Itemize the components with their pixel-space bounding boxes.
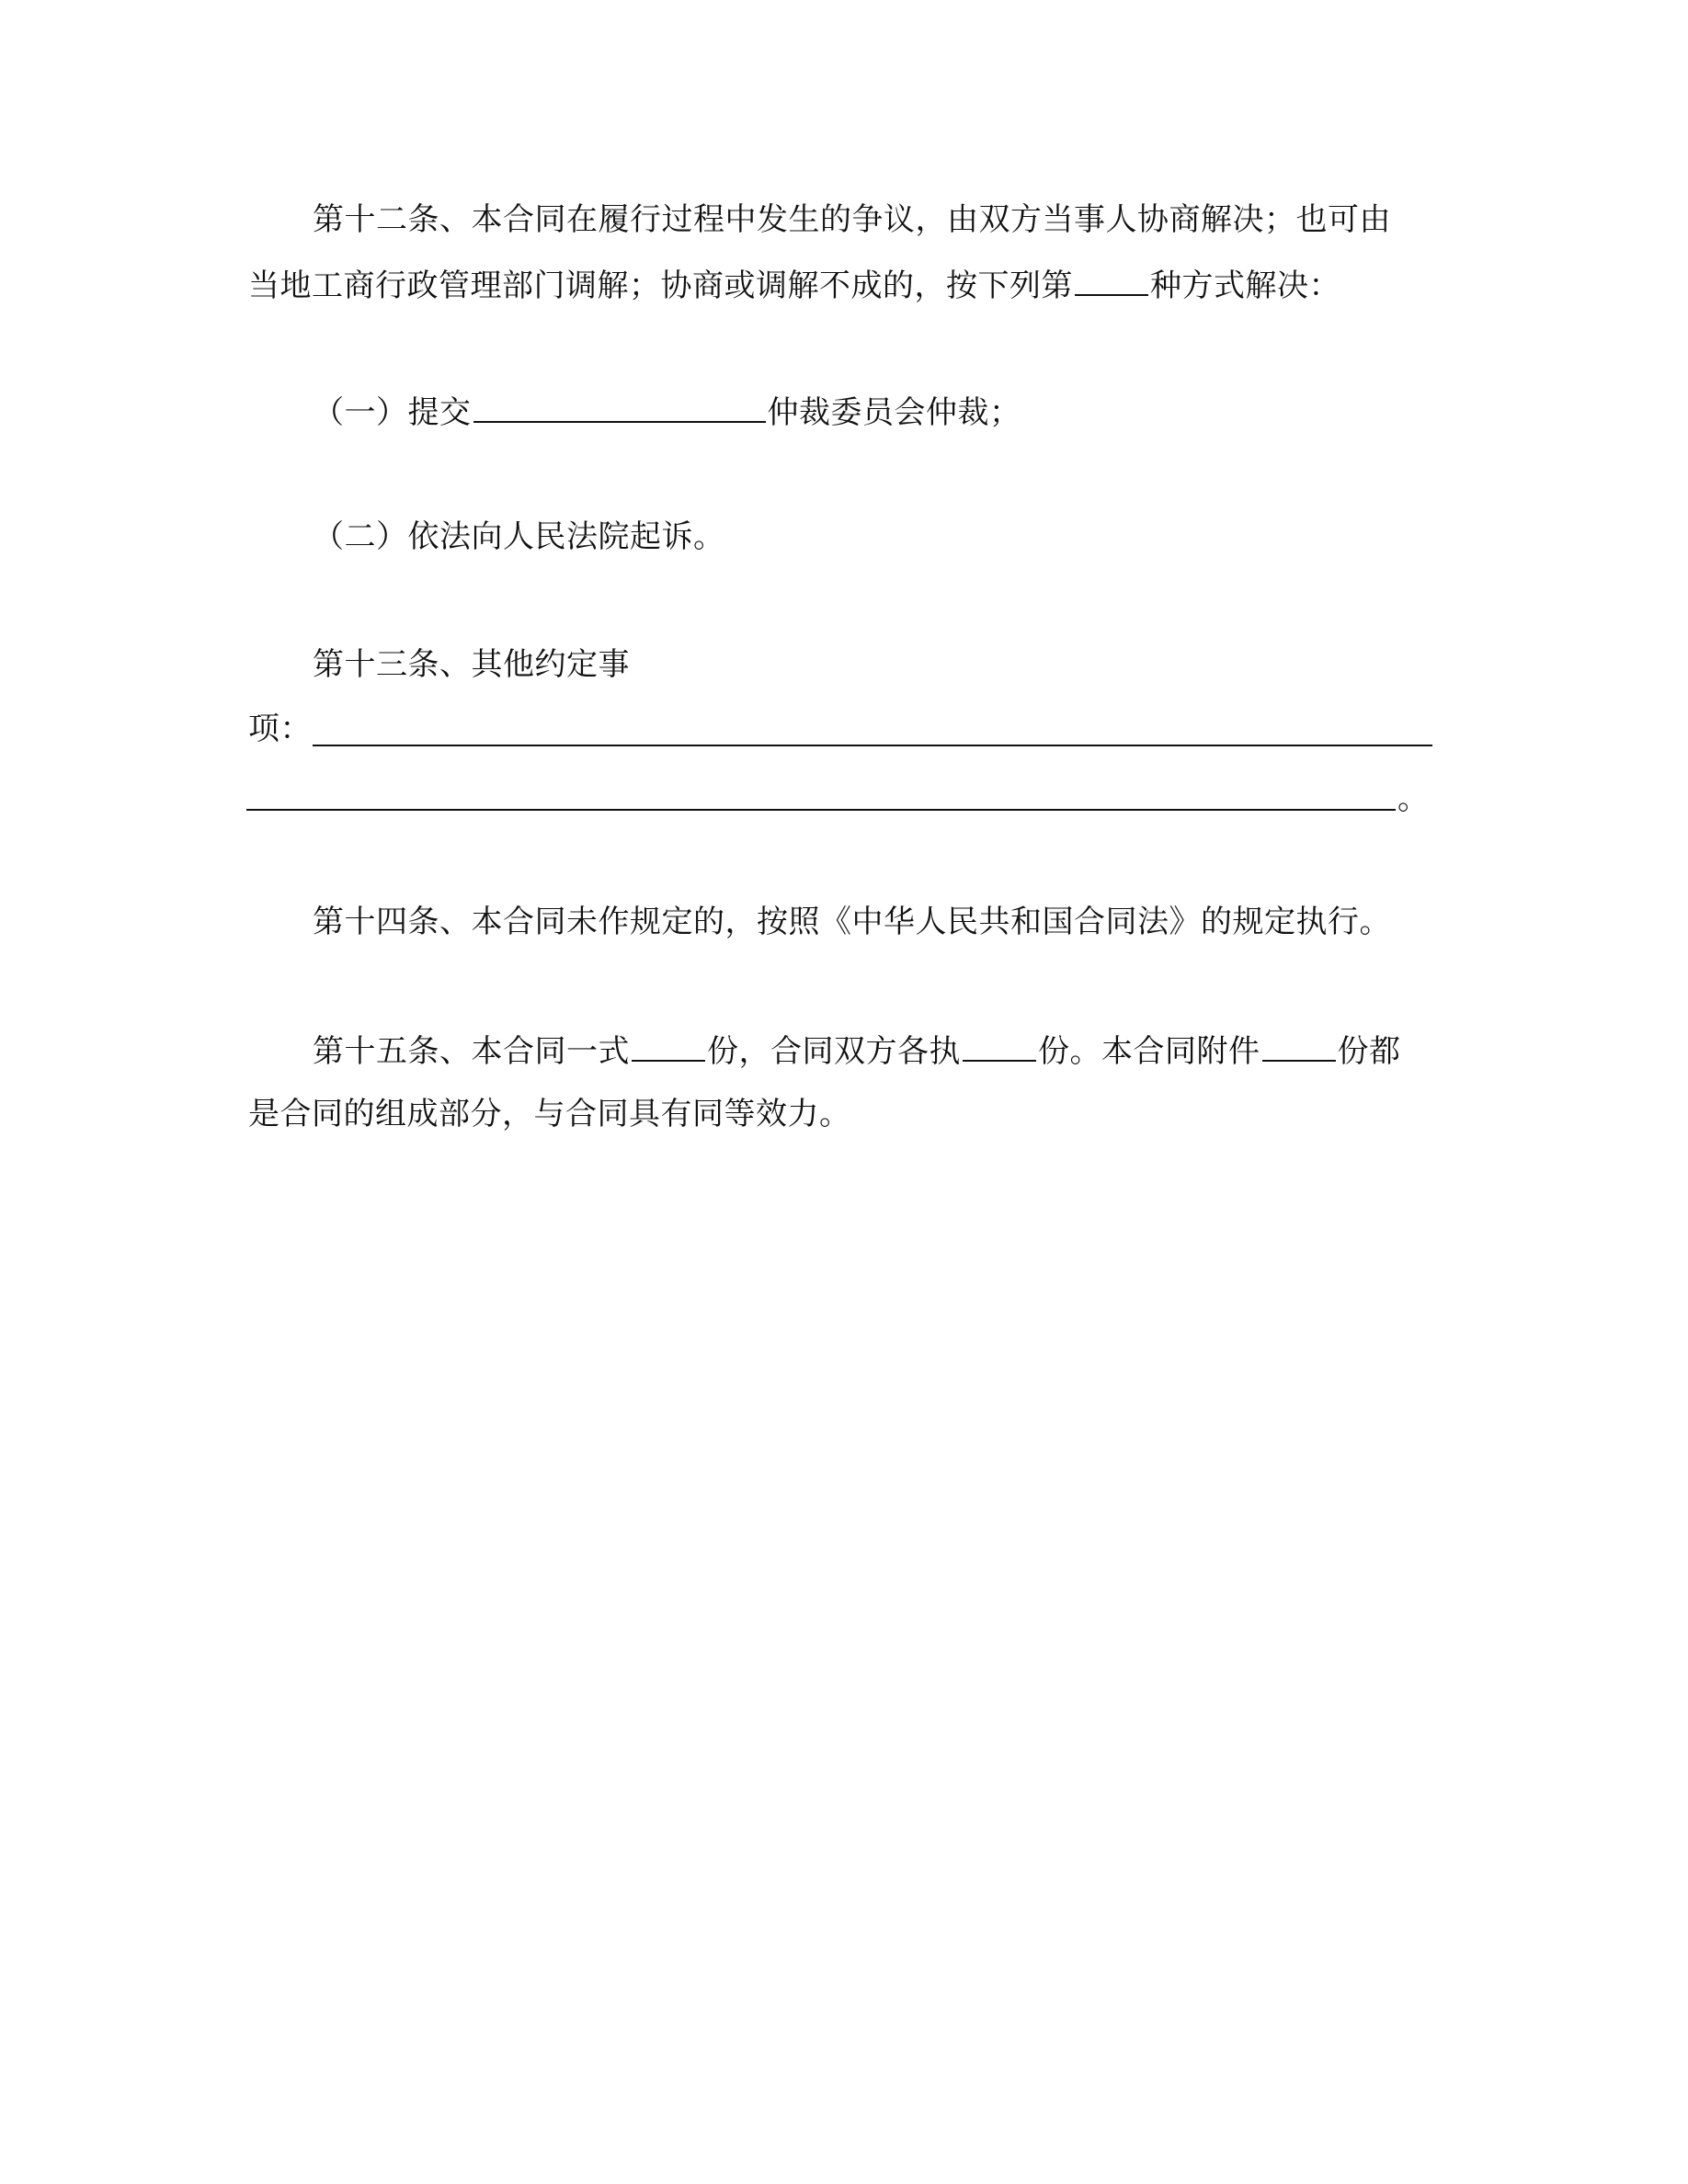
option-1-text-a: （一）提交 [313,394,472,431]
article-15-line-1 [313,1029,1508,1073]
article-13-end-mark: 。 [1397,780,1430,817]
article-12-line-2 [248,263,1443,307]
attachment-copies-blank[interactable] [1262,1029,1336,1062]
article-15-text-2: 是合同的组成部分，与合同具有同等效力。 [248,1096,851,1132]
article-15-text-d: 份都 [1337,1033,1401,1070]
article-13-line-1 [313,643,1508,686]
other-terms-blank-line-1[interactable] [313,745,1432,746]
article-12-text-2a: 当地工商行政管理部门调解；协商或调解不成的，按下列第 [248,267,1073,304]
article-13-text-1: 第十三条、其他约定事 [313,646,630,683]
article-13-label: 项： [248,711,312,747]
article-14 [313,901,1508,943]
arbitration-committee-blank[interactable] [473,390,766,423]
option-2-text: （二）依法向人民法院起诉。 [313,518,725,555]
method-number-blank[interactable] [1075,263,1148,296]
article-12-text-2b: 种方式解决： [1150,267,1340,304]
article-12-option-1 [313,390,1508,434]
article-12-text-1: 第十二条、本合同在履行过程中发生的争议，由双方当事人协商解决；也可由 [313,201,1391,238]
copies-total-blank[interactable] [632,1029,705,1062]
article-15-line-2 [248,1093,1443,1135]
article-13-end [1397,778,1453,820]
article-15-text-c: 份。本合同附件 [1038,1033,1260,1070]
article-12-line-1 [313,199,1508,241]
option-1-text-b: 仲裁委员会仲裁； [767,394,1021,431]
article-12-option-2 [313,516,1508,558]
article-15-text-b: 份，合同双方各执 [707,1033,961,1070]
other-terms-blank-line-2[interactable] [246,809,1396,811]
article-15-text-a: 第十五条、本合同一式 [313,1033,630,1070]
copies-each-blank[interactable] [963,1029,1036,1062]
article-14-text: 第十四条、本合同未作规定的，按照《中华人民共和国合同法》的规定执行。 [313,904,1391,940]
